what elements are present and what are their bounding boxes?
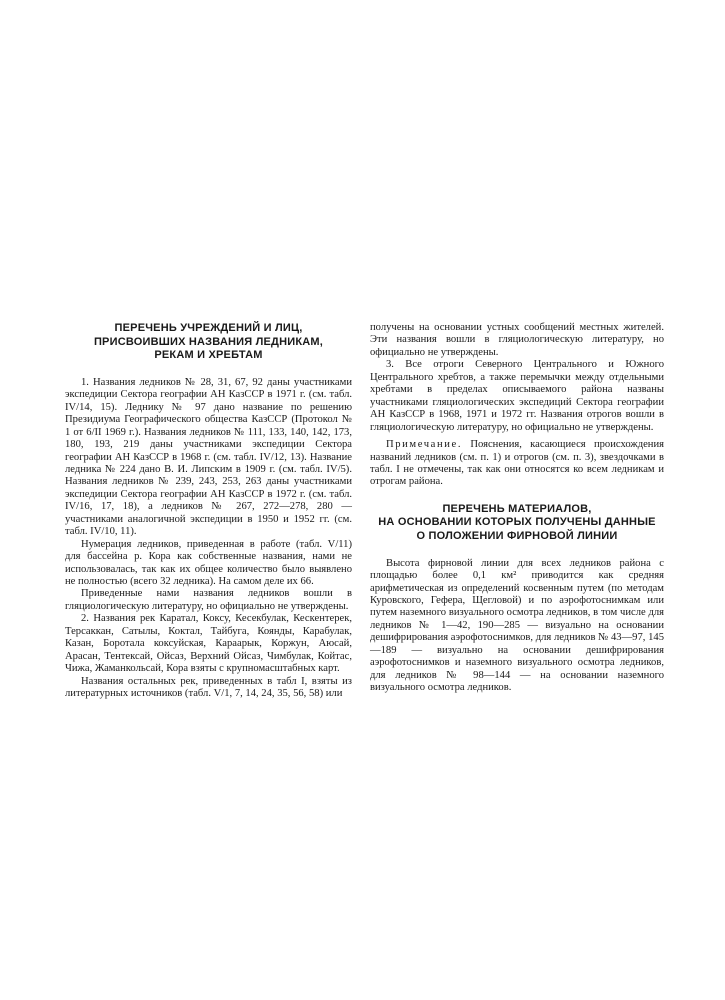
left-column (65, 322, 352, 701)
heading-line: ПЕРЕЧЕНЬ МАТЕРИАЛОВ, (442, 502, 592, 515)
heading-line: О ПОЛОЖЕНИИ ФИРНОВОЙ ЛИНИИ (416, 530, 618, 543)
heading-line: ПРИСВОИВШИХ НАЗВАНИЯ ЛЕДНИКАМ, (93, 335, 324, 348)
paragraph-note (370, 439, 664, 489)
heading-line: РЕКАМ И ХРЕБТАМ (154, 349, 263, 362)
section-heading-materials (370, 503, 664, 544)
paragraph-glacier-names: 1. Названия ледников № 28, 31, 67, 92 даны участниками экспедиции Сектора географии АН КазССР в 1971 г. (см. табл. IV/14, 15). Леднику № 97 дано название по решению Президиума Географического общества КазССР (Протокол № 1 от 6/II 1969 г.). Названия ледников № 111, 133, 140, 142, 173, 180, 193, 219 даны участниками экспедиции Сектора географии АН КазССР в 1968 г. (см. табл. IV/12, 13). Название ледника № 224 дано В. И. Липским в 1909 г. (см. табл. IV/5). Названия ледников № 239, 243, 253, 263 даны участниками экспедиции Сектора географии АН КазССР в 1972 г. (см. табл. IV/16, 17, 18), а ледников № 267, 272—278, 280 — участниками аналогичной экспедиции в 1950 и 1952 гг. (см. табл. IV/10, 11). (65, 376, 352, 538)
heading-line: ПЕРЕЧЕНЬ УЧРЕЖДЕНИЙ И ЛИЦ, (114, 322, 303, 334)
paragraph-glacier-literature: Приведенные нами названия ледников вошли в гляциологическую литературу, но официально не утверждены. (65, 588, 352, 612)
section-heading-institutions (65, 322, 352, 363)
right-column (370, 322, 664, 695)
heading-line: НА ОСНОВАНИИ КОТОРЫХ ПОЛУЧЕНЫ ДАННЫЕ (378, 516, 656, 529)
note-label: Примечание. (386, 439, 463, 451)
paragraph-firn-line: Высота фирновой линии для всех ледников района с площадью более 0,1 км² приводится как средняя арифметическая из определений косвенным путем (по методам Куровского, Гефера, Щегловой) и по аэрофотоснимкам или путем наземного визуального осмотра ледников, в том числе для ледников № 1—42, 190—285 — визуально на основании дешифрирования аэрофотоснимков, для ледников № 43—97, 145—189 — визуально на основании дешифрирования аэрофотоснимков и наземного визуального осмотра ледников, для ледников № 98—144 — на основании наземного визуального осмотра ледников. (370, 557, 664, 694)
paragraph-ridges: 3. Все отроги Северного Центрального и Южного Центрального хребтов, а также перемычки между отдельными хребтами в пределах описываемого района названы участниками гляциологических экспедиций Сектора географии АН КазССР в 1968, 1971 и 1972 гг. Названия отрогов вошли в гляциологическую литературу, но официально не утверждены. (370, 359, 664, 433)
note-text: Пояснения, касающиеся происхождения названий ледников (см. п. 1) и отрогов (см. п. 3), звездочками в табл. I не отмечены, так как они относятся ко всем ледникам и отрогам района. (370, 439, 664, 488)
paragraph-continuation: получены на основании устных сообщений местных жителей. Эти названия вошли в гляциологическую литературу, но официально не утверждены. (370, 322, 664, 358)
paragraph-other-rivers: Названия остальных рек, приведенных в табл I, взяты из литературных источников (табл. V/1, 7, 14, 24, 35, 56, 58) или (65, 675, 352, 700)
paragraph-river-names: 2. Названия рек Каратал, Коксу, Кесекбулак, Кескентерек, Терсаккан, Сатылы, Коктал, Тайбуга, Коянды, Карабулак, Казан, Боротала коксуйская, Караарык, Коржун, Аюсай, Арасан, Тентексай, Ойсаз, Верхний Ойсаз, Чимбулак, Койтас, Чижа, Жаманкольсай, Кора взяты с крупномасштабных карт. (65, 613, 352, 675)
paragraph-numbering: Нумерация ледников, приведенная в работе (табл. V/11) для бассейна р. Кора как собственные названия, нами не использовалась, так как их общее количество было выявлено не полностью (всего 32 ледника). На самом деле их 66. (65, 538, 352, 588)
